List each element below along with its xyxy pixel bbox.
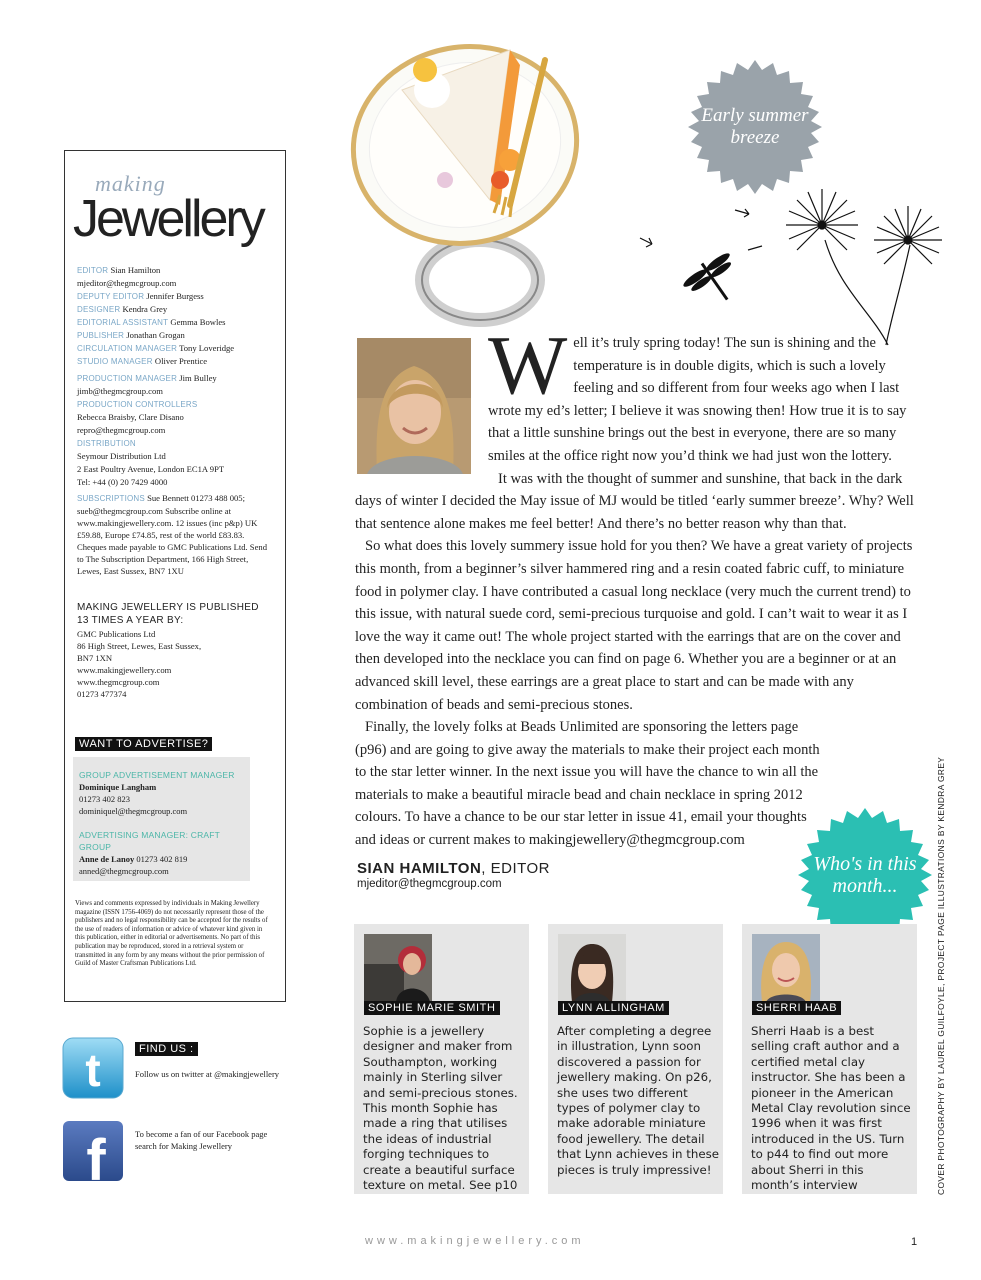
contributor-card [742,924,917,1194]
early-summer-badge-text: Early summer breeze [701,105,809,148]
contributor-photo [558,934,626,1002]
logo-jewellery: Jewellery [73,190,263,248]
staff-line: mjeditor@thegmcgroup.com [77,278,177,288]
photo-credit: COVER PHOTOGRAPHY BY LAUREL GUILFOYLE, PROJECT PAGE ILLUSTRATIONS BY KENDRA GREY [936,756,946,1195]
whos-in-badge-text: Who's in this month... [813,853,917,897]
contributor-photo [752,934,820,1002]
footer-url[interactable]: www.makingjewellery.com [365,1235,585,1247]
advert-email-link[interactable]: dominiquel@thegmcgroup.com [79,806,188,816]
letter-paragraph: Well it’s truly spring today! The sun is shining and the temperature is in double digits, which is such a lovely feeling and so different from four weeks ago when I last wrote my ed’s letter; I believe it was snowing then! How true it is to say that a little sunshine brings out the best in everyone, there are so many smiles at the office right now you’d think we had just won the lottery. [488,319,907,464]
twitter-text: Follow us on twitter at @makingjewellery [135,1069,280,1079]
whos-in-badge [798,808,932,942]
editors-letter [355,319,915,852]
magazine-logo [73,171,279,248]
facebook-text: To become a fan of our Facebook page search for Making Jewellery [135,1129,268,1151]
page-number: 1 [911,1236,918,1248]
twitter-icon[interactable] [62,1037,124,1099]
staff-line: PUBLISHER Jonathan Grogan [77,330,185,340]
letter-paragraph: So what does this lovely summery issue hold for you then? We have a great variety of projects this month, from a beginner’s silver hammered ring and a resin coated fabric cuff, to miniature food in polymer clay. I have contributed a casual long necklace (very much the current trend) to this issue, with natural suede cord, semi-precious turquoise and gold. I can’t wait to wear it as I love the way it came out! The whole project started with the earrings that are on the cover and then developed into the necklace you can find on page 6. Whether you are a beginner or at an advanced skill level, these earrings are a great place to start and can be made with any combination of beads and semi-precious stones. [355,538,913,713]
contributor-name: SOPHIE MARIE SMITH [364,1001,500,1015]
masthead-box [64,150,286,1002]
letter-paragraph: It was with the thought of summer and sunshine, that back in the dark days of winter I decided the May issue of MJ would be titled ‘early summer breeze’. Why? Well that sentence alone makes me feel better! And there’s no better reason why than that. [355,470,914,532]
contributor-card [354,924,529,1194]
svg-text:f: f [86,1128,106,1182]
advertise-label: WANT TO ADVERTISE? [75,737,212,751]
drop-cap: W [488,319,568,412]
staff-list [77,264,277,368]
facebook-icon[interactable] [62,1120,124,1182]
publisher-address: GMC Publications Ltd 86 High Street, Lewes, East Sussex, BN7 1XN www.makingjewellery.com www.thegmcgroup.com 01273 477374 [77,629,202,699]
disclaimer-text: Views and comments expressed by individuals in Making Jewellery magazine (ISSN 1756-4069) do not necessarily represent those of the publishers and no legal responsibility can be accepted for the results of the use of readers of information or advice of whatever kind given in this publication, either in editorial or advertisements. No part of this publication may be reproduced, stored in a retrieval system or transmitted in any form by any means without the prior permission of Guild of Master Craftsman Publications Ltd. [75,900,268,968]
contributor-photo [364,934,432,1002]
staff-line: DEPUTY EDITOR Jennifer Burgess [77,291,204,301]
find-us-label: FIND US : [135,1042,198,1056]
letter-paragraph: Finally, the lovely folks at Beads Unlimited are sponsoring the letters page (p96) and are going to give away the materials to make their project each month to the star letter winner. In the next issue you will have the chance to win all the materials to make a beautiful miracle bead and chain necklace in spring 2012 colours. To have a chance to be our star letter in issue 41, email your thoughts and ideas or current makes to makingjewellery@thegmcgroup.com [355,719,820,849]
staff-line: EDITOR Sian Hamilton [77,265,161,275]
staff-line: STUDIO MANAGER Oliver Prentice [77,356,208,366]
editor-signature: SIAN HAMILTON, EDITOR [357,860,551,877]
subscriptions-block: SUBSCRIPTIONS Sue Bennett 01273 488 005; sueb@thegmcgroup.com Subscribe online at www.makingjewellery.com. 12 issues (inc p&p) UK £59.88, Europe £74.85, rest of the world £83.83. Cheques made payable to GMC Publications Ltd. Send to The Subscription Department, 166 High Street, Lewes, East Sussex, BN7 1XU [77,493,267,576]
contributor-bio: After completing a degree in illustration, Lynn soon discovered a passion for jewellery making. On p26, she uses two different types of polymer clay to make adorable miniature food jewellery. The detail that Lynn achieves in these pieces is truly impressive! [557,1024,720,1177]
early-summer-badge [688,60,822,194]
editor-email[interactable]: mjeditor@thegmcgroup.com [357,878,502,890]
logo-making: making [95,171,166,196]
production-list: PRODUCTION MANAGER Jim Bulley jimb@thegmcgroup.com PRODUCTION CONTROLLERS Rebecca Braisby, Clare Disano repro@thegmcgroup.com DISTRIBUTION Seymour Distribution Ltd 2 East Poultry Avenue, London EC1A 9PT Tel: +44 (0) 20 7429 4000 [77,373,225,487]
contributor-name: SHERRI HAAB [752,1001,841,1015]
contributor-name: LYNN ALLINGHAM [558,1001,669,1015]
contributor-bio: Sophie is a jewellery designer and maker from Southampton, working mainly in Sterling silver and semi-precious stones. This month Sophie has made a ring that utilises the ideas of industrial forging techniques to create a beautiful surface texture on metal. See p10 [363,1024,518,1193]
advert-email-link[interactable]: anned@thegmcgroup.com [79,866,169,876]
advertising-contacts: GROUP ADVERTISEMENT MANAGER Dominique Langham 01273 402 823 dominiquel@thegmcgroup.com ADVERTISING MANAGER: CRAFT GROUP Anne de Lanoy 01273 402 819 anned@thegmcgroup.com [73,757,250,881]
contributor-bio: Sherri Haab is a best selling craft author and a certified metal clay instructor. She has been a pioneer in the American Metal Clay revolution since 1996 when it was first introduced in the US. Turn to p44 to find out more about Sherri in this month’s interview [751,1024,911,1193]
staff-line: DESIGNER Kendra Grey [77,304,168,314]
staff-line: CIRCULATION MANAGER Tony Loveridge [77,343,235,353]
cake-ring-photo [340,30,610,330]
staff-line: EDITORIAL ASSISTANT Gemma Bowles [77,317,226,327]
svg-text:t: t [85,1044,101,1096]
contributor-card [548,924,723,1194]
published-heading: MAKING JEWELLERY IS PUBLISHED 13 TIMES A YEAR BY: [77,602,259,626]
